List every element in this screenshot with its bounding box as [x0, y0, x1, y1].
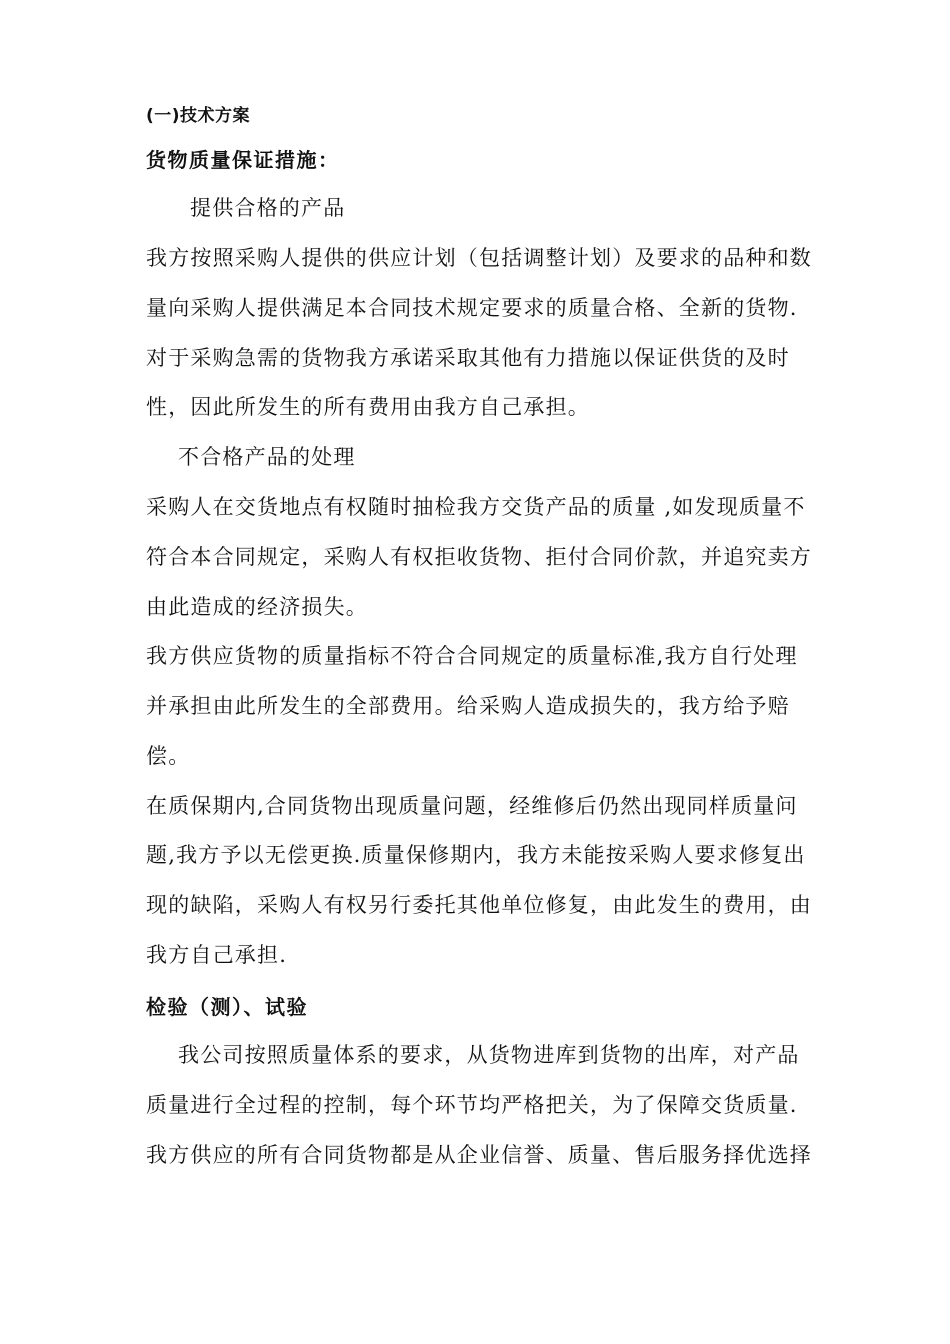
paragraph-line: 并承担由此所发生的全部费用。给采购人造成损失的，我方给予赔 — [146, 694, 790, 718]
paragraph-line: 由此造成的经济损失。 — [146, 595, 368, 619]
paragraph-line: 对于采购急需的货物我方承诺采取其他有力措施以保证供货的及时 — [146, 346, 790, 370]
paragraph-line: 现的缺陷，采购人有权另行委托其他单位修复，由此发生的费用，由 — [146, 893, 812, 917]
section-title: (一)技术方案 — [146, 106, 251, 126]
paragraph-line: 量向采购人提供满足本合同技术规定要求的质量合格、全新的货物. — [146, 296, 798, 320]
paragraph-line: 偿。 — [146, 744, 191, 768]
paragraph-line: 我公司按照质量体系的要求，从货物进库到货物的出库，对产品 — [178, 1043, 800, 1067]
paragraph-line: 符合本合同规定，采购人有权拒收货物、拒付合同价款，并追究卖方 — [146, 545, 812, 569]
paragraph-line: 我方自己承担. — [146, 943, 288, 967]
heading-inspection: 检验（测）、试验 — [146, 995, 308, 1019]
paragraph-line: 质量进行全过程的控制，每个环节均严格把关，为了保障交货质量. — [146, 1093, 798, 1117]
paragraph-line: 题,我方予以无偿更换.质量保修期内，我方未能按采购人要求修复出 — [146, 843, 806, 867]
paragraph-line: 在质保期内,合同货物出现质量问题，经维修后仍然出现同样质量问 — [146, 794, 798, 818]
heading-quality-assurance: 货物质量保证措施： — [146, 148, 340, 172]
subheading-unqualified-handling: 不合格产品的处理 — [178, 445, 356, 469]
paragraph-line: 性，因此所发生的所有费用由我方自己承担。 — [146, 395, 590, 419]
paragraph-line: 我方供应货物的质量指标不符合合同规定的质量标准,我方自行处理 — [146, 644, 798, 668]
paragraph-line: 我方按照采购人提供的供应计划（包括调整计划）及要求的品种和数 — [146, 246, 812, 270]
paragraph-line: 我方供应的所有合同货物都是从企业信誉、质量、售后服务择优选择 — [146, 1143, 812, 1167]
paragraph-line: 采购人在交货地点有权随时抽检我方交货产品的质量 ,如发现质量不 — [146, 495, 806, 519]
subheading-qualified-products: 提供合格的产品 — [190, 196, 346, 220]
